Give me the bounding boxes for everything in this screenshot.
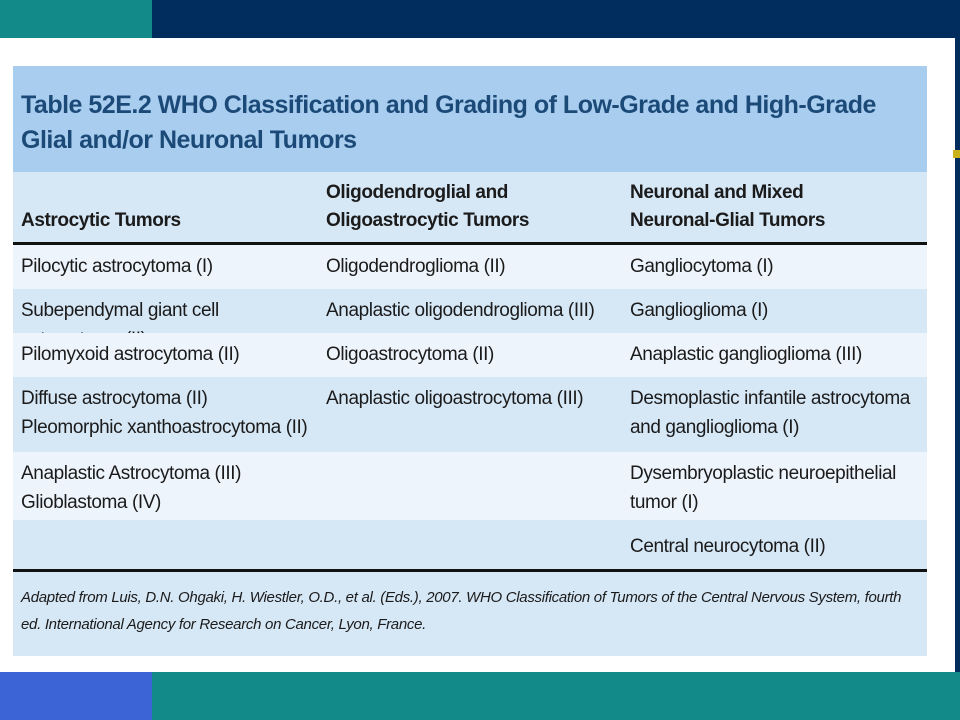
cell-line: Pleomorphic xanthoastrocytoma (II) [21,417,308,438]
slide-top-left-bar [0,0,152,38]
cell-astrocytic: Pilomyxoid astrocytoma (II) [21,344,240,365]
header-astrocytic-tumors: Astrocytic Tumors [21,210,181,231]
cell-line: Glioblastoma (IV) [21,492,161,513]
cell-astrocytic [21,384,319,442]
slide-right-strip [955,38,960,672]
cell-oligodendroglial: Oligodendroglioma (II) [326,256,506,277]
table-row [13,377,927,452]
cell-oligodendroglial: Oligoastrocytoma (II) [326,344,494,365]
slide-top-bar [152,0,960,38]
cell-line: Anaplastic Astrocytoma (III) [21,463,242,484]
slide-accent-mark [953,150,960,158]
cell-oligodendroglial: Anaplastic oligodendroglioma (III) [326,300,595,321]
cell-oligodendroglial: Anaplastic oligoastrocytoma (III) [326,388,584,409]
header-neuronal-mixed-tumors: Neuronal and Mixed Neuronal-Glial Tumors [630,182,825,231]
cell-neuronal: Desmoplastic infantile astrocytoma and ganglioglioma (I) [630,388,910,438]
table-row [13,333,927,377]
cell-line: Diffuse astrocytoma (II) [21,388,208,409]
table-header-row [13,172,927,245]
cell-neuronal: Central neurocytoma (II) [630,536,826,557]
table-title-band [13,66,927,172]
table-row [13,452,927,520]
slide-bottom-bar [152,672,960,720]
table-footnote-band [13,569,927,656]
cell-neuronal: Anaplastic ganglioglioma (III) [630,344,862,365]
table-row [13,289,927,333]
table-footnote: Adapted from Luis, D.N. Ohgaki, H. Wiestler, O.D., et al. (Eds.), 2007. WHO Classification of Tumors of the Central Nervous System, fourth ed. International Agency for Research on Cancer, Lyon, France. [21,589,902,633]
cell-astrocytic: Subependymal giant cell [21,300,219,321]
who-classification-table [13,66,927,653]
slide-bottom-left-bar [0,672,152,720]
table-title: Table 52E.2 WHO Classification and Grading of Low-Grade and High-Grade Glial and/or Neuronal Tumors [21,91,876,154]
cell-astrocytic: Pilocytic astrocytoma (I) [21,256,213,277]
cell-neuronal: Dysembryoplastic neuroepithelial tumor (I) [630,463,897,513]
cell-neuronal: Gangliocytoma (I) [630,256,774,277]
cell-neuronal: Ganglioglioma (I) [630,300,768,321]
table-row [13,245,927,289]
cell-astrocytic [21,459,319,517]
table-row [13,520,927,569]
header-oligodendroglial-tumors: Oligodendroglial and Oligoastrocytic Tumors [326,182,530,231]
